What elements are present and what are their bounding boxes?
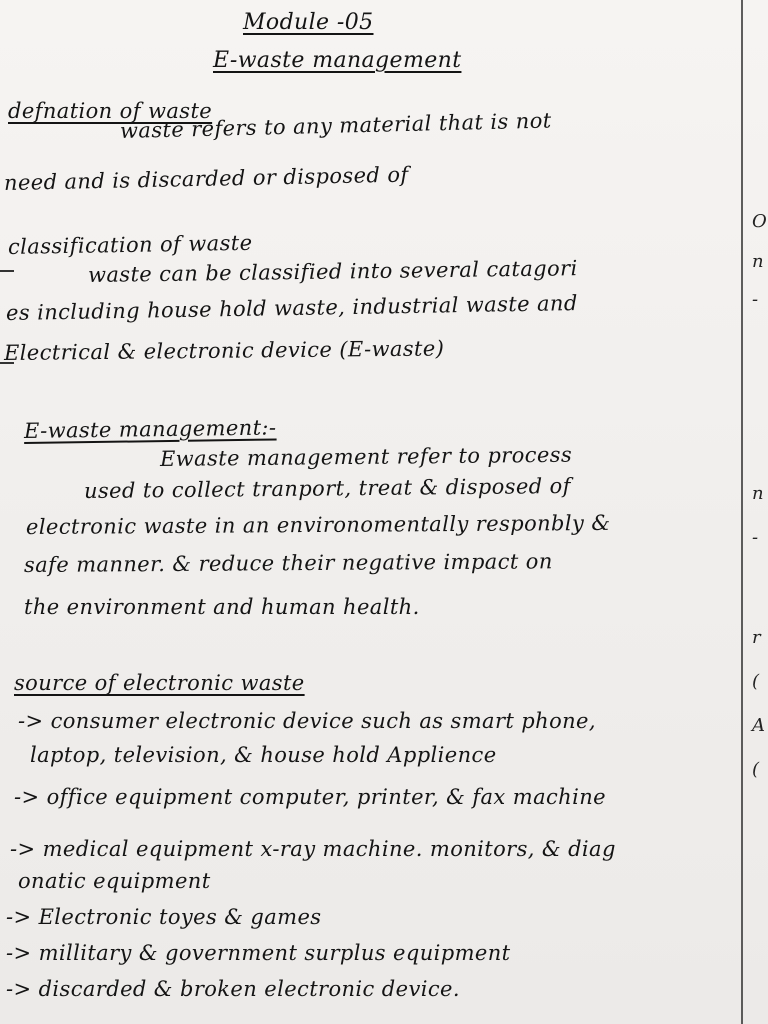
margin-note: - bbox=[752, 527, 759, 548]
management-line-2: used to collect tranport, treat & disposed of bbox=[83, 473, 571, 503]
list-item: -> Electronic toyes & games bbox=[6, 905, 322, 929]
list-item: -> millitary & government surplus equipment bbox=[6, 941, 511, 965]
definition-line-2: need and is discarded or disposed of bbox=[3, 162, 409, 195]
management-line-3: electronic waste in an environomentally responbly & bbox=[25, 510, 611, 539]
management-line-5: the environment and human health. bbox=[24, 595, 420, 619]
list-item: -> discarded & broken electronic device. bbox=[6, 977, 460, 1001]
classification-line-3: Electrical & electronic device (E-waste) bbox=[3, 336, 445, 365]
margin-note: r bbox=[752, 627, 761, 648]
margin-note: n bbox=[752, 251, 764, 272]
classification-line-2: es including house hold waste, industrial waste and bbox=[5, 291, 578, 325]
margin-note: n bbox=[752, 483, 764, 504]
classification-line-1: waste can be classified into several catagori bbox=[87, 256, 578, 287]
definition-heading: defnation of waste bbox=[8, 99, 213, 123]
management-line-4: safe manner. & reduce their negative impact on bbox=[23, 549, 553, 577]
list-item: -> office equipment computer, printer, & fax machine bbox=[14, 785, 606, 809]
page-subtitle: E-waste management bbox=[213, 48, 462, 73]
classification-heading: classification of waste bbox=[7, 230, 253, 259]
list-item: -> consumer electronic device such as smart phone, bbox=[18, 709, 596, 733]
margin-note: A bbox=[752, 715, 765, 736]
margin-note: O bbox=[752, 211, 767, 232]
list-item-continuation: laptop, television, & house hold Applience bbox=[30, 743, 497, 767]
list-item-continuation: onatic equipment bbox=[18, 869, 211, 893]
module-title: Module -05 bbox=[243, 10, 374, 35]
management-line-1: Ewaste management refer to process bbox=[159, 442, 573, 471]
management-heading: E-waste management:- bbox=[23, 415, 277, 443]
margin-note: ( bbox=[752, 759, 760, 780]
margin-note: - bbox=[752, 289, 759, 310]
definition-line-1: waste refers to any material that is not bbox=[119, 108, 552, 143]
margin-line bbox=[741, 0, 743, 1024]
margin-mark bbox=[0, 270, 14, 272]
list-item: -> medical equipment x-ray machine. monitors, & diag bbox=[10, 837, 616, 861]
margin-note: ( bbox=[752, 671, 760, 692]
sources-heading: source of electronic waste bbox=[14, 671, 305, 695]
